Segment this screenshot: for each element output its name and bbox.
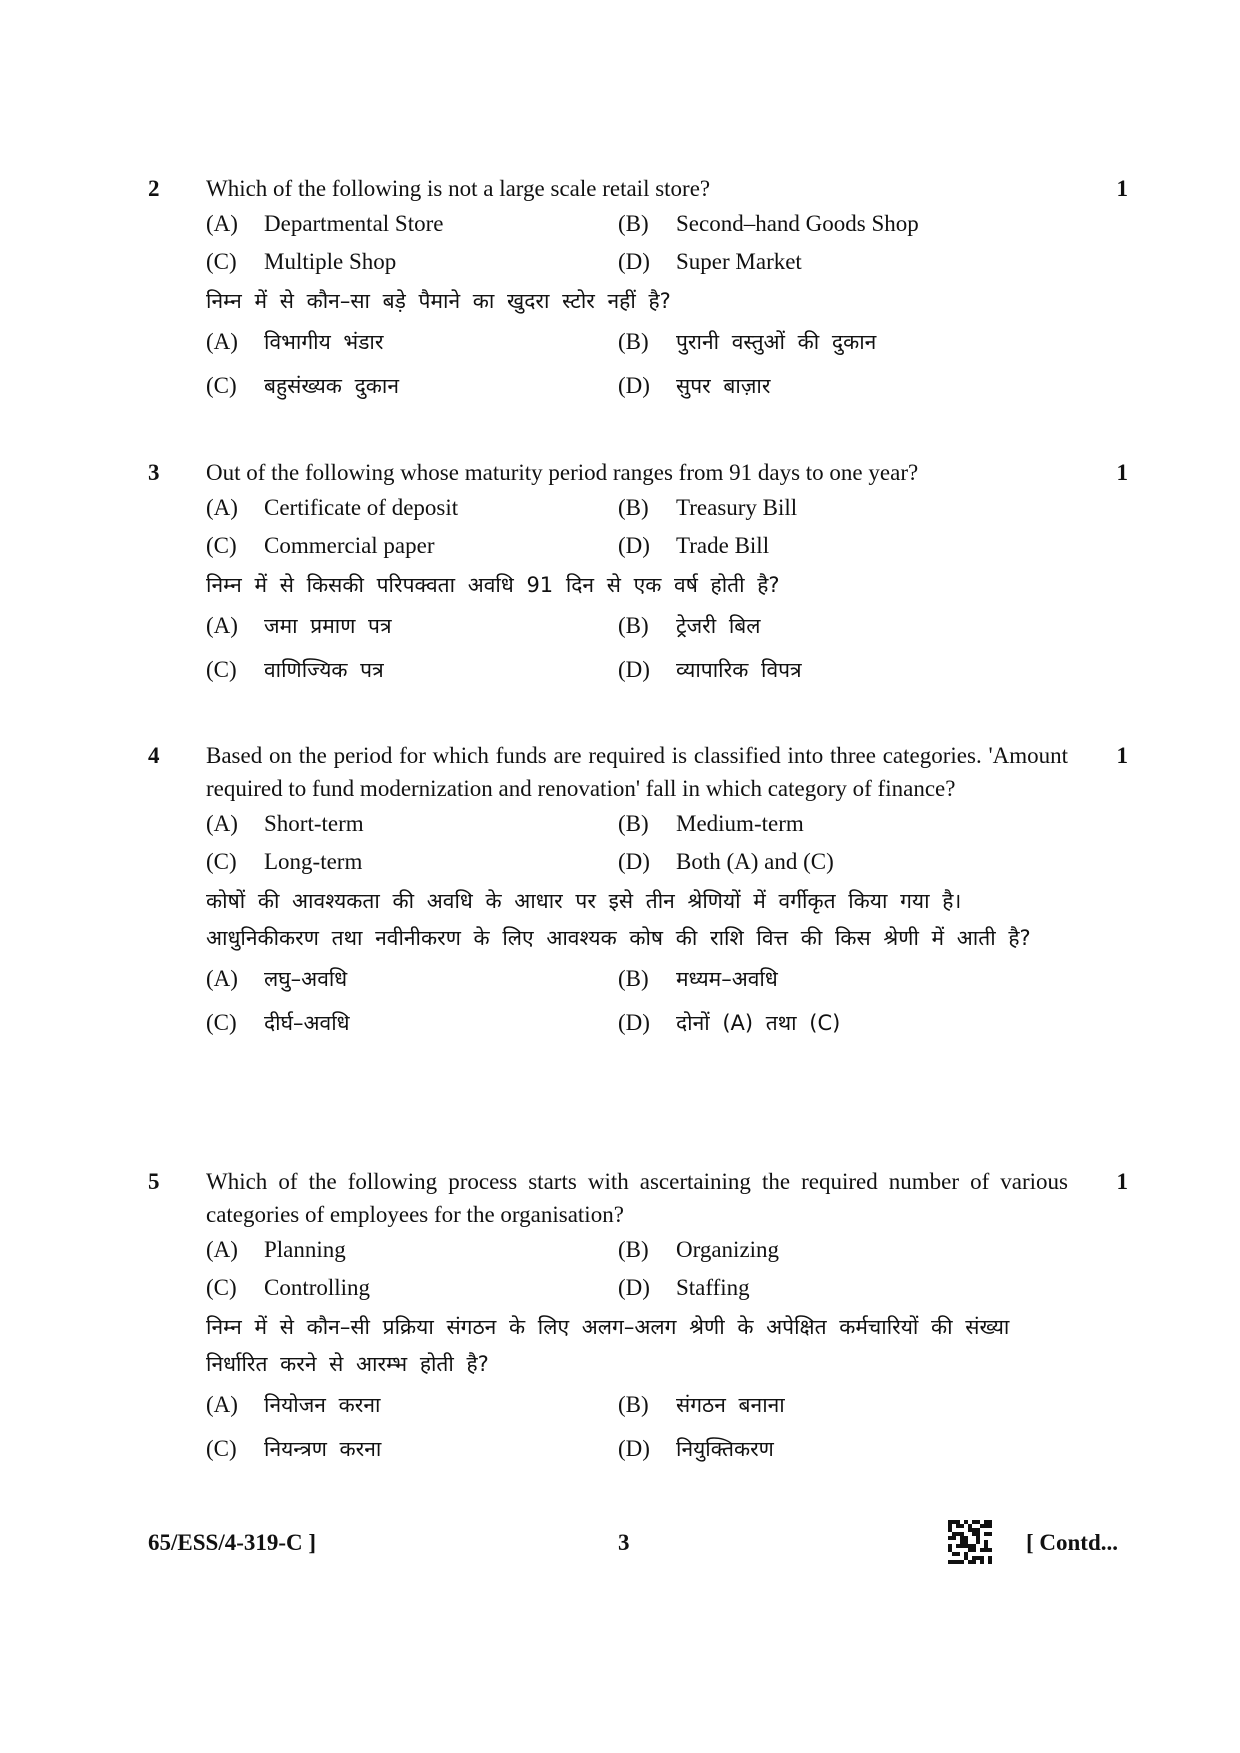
option-a-hindi: (A) नियोजन करना xyxy=(206,1392,381,1417)
page-footer xyxy=(148,1526,1128,1560)
english-options xyxy=(206,489,1068,565)
option-d-hindi: (D) नियुक्तिकरण xyxy=(618,1436,774,1461)
option-a-hindi: (A) लघु–अवधि xyxy=(206,966,348,991)
question-number: 2 xyxy=(148,176,160,201)
option-c-hindi: (C) नियन्त्रण करना xyxy=(206,1436,382,1461)
hindi-options xyxy=(206,604,1068,692)
english-options xyxy=(206,1231,1068,1307)
hindi-options xyxy=(206,320,1068,408)
question-text-hindi: निम्न में से कौन–सी प्रक्रिया संगठन के लिए अलग–अलग श्रेणी के अपेक्षित कर्मचारियों की संख्या निर्धारित करने से आरम्भ होती है? xyxy=(206,1315,1010,1376)
option-b-hindi: (B) ट्रेजरी बिल xyxy=(618,613,761,638)
option-a: (A) Short-term xyxy=(206,811,364,836)
option-c: (C) Long-term xyxy=(206,849,363,874)
question-number: 4 xyxy=(148,743,160,768)
question-marks: 1 xyxy=(1116,176,1128,201)
option-d: (D) Staffing xyxy=(618,1275,750,1300)
option-c-hindi: (C) दीर्घ–अवधि xyxy=(206,1010,350,1035)
question-text-english: Based on the period for which funds are required is classified into three categories. 'Amount required to fund modernization and renovation' fall in which category of finance? xyxy=(206,743,1068,801)
question-number: 5 xyxy=(148,1169,160,1194)
question-number: 3 xyxy=(148,460,160,485)
question-marks: 1 xyxy=(1116,460,1128,485)
option-c-hindi: (C) वाणिज्यिक पत्र xyxy=(206,657,384,682)
option-c: (C) Controlling xyxy=(206,1275,371,1300)
option-d-hindi: (D) व्यापारिक विपत्र xyxy=(618,657,802,682)
option-d-hindi: (D) दोनों (A) तथा (C) xyxy=(618,1010,841,1035)
question-text-english: Which of the following process starts with ascertaining the required number of various categories of employees for the organisation? xyxy=(206,1169,1068,1227)
option-b: (B) Treasury Bill xyxy=(618,495,798,520)
option-b: (B) Second–hand Goods Shop xyxy=(618,211,919,236)
option-a-hindi: (A) विभागीय भंडार xyxy=(206,329,384,354)
option-a: (A) Planning xyxy=(206,1237,346,1262)
option-a-hindi: (A) जमा प्रमाण पत्र xyxy=(206,613,392,638)
question-text-english: Which of the following is not a large scale retail store? xyxy=(206,176,711,201)
option-a: (A) Departmental Store xyxy=(206,211,444,236)
question-marks: 1 xyxy=(1116,1169,1128,1194)
question-5 xyxy=(148,1165,1128,1471)
continued-label: [ Contd... xyxy=(1025,1530,1118,1555)
question-marks: 1 xyxy=(1116,743,1128,768)
english-options xyxy=(206,205,1068,281)
option-d-hindi: (D) सुपर बाज़ार xyxy=(618,373,771,398)
page-number: 3 xyxy=(618,1530,630,1555)
option-d: (D) Super Market xyxy=(618,249,802,274)
question-text-hindi: निम्न में से कौन–सा बड़े पैमाने का खुदरा स्टोर नहीं है? xyxy=(206,289,671,313)
question-4 xyxy=(148,739,1128,1045)
option-b-hindi: (B) संगठन बनाना xyxy=(618,1392,785,1417)
option-d: (D) Both (A) and (C) xyxy=(618,849,834,874)
option-a: (A) Certificate of deposit xyxy=(206,495,459,520)
option-b: (B) Medium-term xyxy=(618,811,804,836)
question-text-english: Out of the following whose maturity period ranges from 91 days to one year? xyxy=(206,460,919,485)
question-3 xyxy=(148,456,1128,692)
question-text-hindi: निम्न में से किसकी परिपक्वता अवधि 91 दिन से एक वर्ष होती है? xyxy=(206,573,780,597)
paper-code: 65/ESS/4-319-C ] xyxy=(148,1530,317,1555)
option-c-hindi: (C) बहुसंख्यक दुकान xyxy=(206,373,399,398)
hindi-options xyxy=(206,1383,1068,1471)
question-2 xyxy=(148,172,1128,408)
option-b-hindi: (B) मध्यम–अवधि xyxy=(618,966,778,991)
question-text-hindi: कोषों की आवश्यकता की अवधि के आधार पर इसे तीन श्रेणियों में वर्गीकृत किया गया है। आधुनिकीकरण तथा नवीनीकरण के लिए आवश्यक कोष की राशि वित्त की किस श्रेणी में आती है? xyxy=(206,889,1031,950)
option-b: (B) Organizing xyxy=(618,1237,780,1262)
option-c: (C) Commercial paper xyxy=(206,533,435,558)
option-d: (D) Trade Bill xyxy=(618,533,770,558)
option-b-hindi: (B) पुरानी वस्तुओं की दुकान xyxy=(618,329,877,354)
english-options xyxy=(206,805,1068,881)
option-c: (C) Multiple Shop xyxy=(206,249,397,274)
hindi-options xyxy=(206,957,1068,1045)
qr-code-icon xyxy=(948,1520,992,1564)
